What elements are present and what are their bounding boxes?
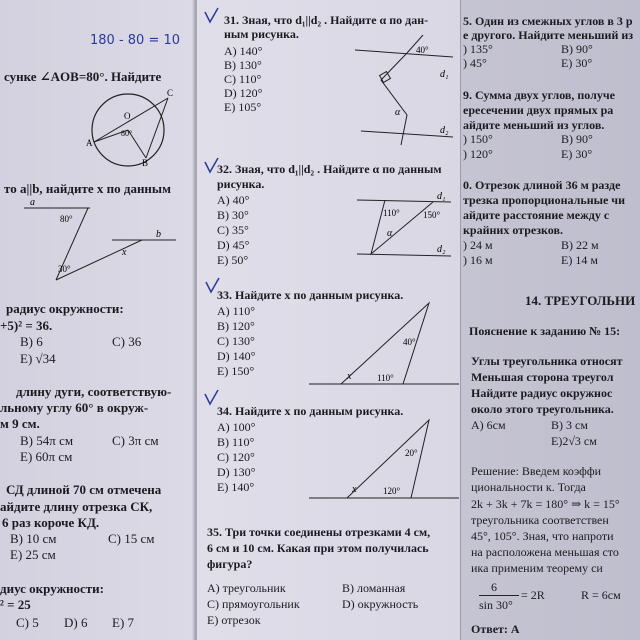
option: В) 3 см xyxy=(551,418,588,432)
q35-option: А) треугольник xyxy=(207,581,286,595)
option: ) 16 м xyxy=(463,253,493,267)
text-line: Пояснение к заданию № 15: xyxy=(469,324,621,338)
triangle xyxy=(341,303,429,384)
option: В) 22 м xyxy=(561,238,599,252)
q34-option: С) 120° xyxy=(217,450,255,464)
option: А) 6см xyxy=(471,418,506,432)
option: ) 120° xyxy=(463,147,493,161)
text-line: е другого. Найдите меньший из xyxy=(463,28,634,42)
option: ) 45° xyxy=(463,56,487,70)
q32-title: 32. Зная, что d₁||d₂ . Найдите α по данным xyxy=(217,162,442,176)
option: В) 90° xyxy=(561,132,593,146)
q34-figure xyxy=(197,412,463,512)
segment-bc xyxy=(146,98,168,158)
text-line: 0. Отрезок длиной 36 м разде xyxy=(463,178,621,192)
option: В) 54π см xyxy=(20,433,74,448)
q31-figure xyxy=(197,35,463,145)
text-line: Решение: Введем коэффи xyxy=(471,464,602,478)
q33-title: 33. Найдите x по данным рисунка. xyxy=(217,288,404,302)
q32-option: В) 30° xyxy=(217,208,249,222)
q35-option: D) окружность xyxy=(342,597,419,611)
text-line: на расположена меньшая сто xyxy=(471,545,619,559)
text-line: +5)² = 36. xyxy=(0,318,53,333)
option: В) 10 см xyxy=(10,531,57,546)
label-20: 20° xyxy=(405,448,418,458)
handwritten-note: 180 - 80 = 10 xyxy=(90,33,181,48)
q31-option: А) 140° xyxy=(224,44,263,58)
q35-title: 35. Три точки соединены отрезками 4 см, xyxy=(207,525,431,539)
text-line: треугольника соответствен xyxy=(471,513,609,527)
label-d2: d₂ xyxy=(440,125,449,136)
q35-option: Е) отрезок xyxy=(207,613,261,627)
text-line: СД длиной 70 см отмечена xyxy=(6,482,162,497)
circle-figure xyxy=(0,0,196,200)
answer: Ответ: А xyxy=(471,622,520,636)
label-120: 120° xyxy=(383,486,401,496)
text-line: сунке ∠AOB=80°. Найдите xyxy=(4,69,162,84)
right-page xyxy=(460,0,640,640)
q33-option: Е) 150° xyxy=(217,364,255,378)
q32-option: D) 45° xyxy=(217,238,250,252)
formula-result: R = 6см xyxy=(581,588,621,602)
text-line: циональности к. Тогда xyxy=(471,480,586,494)
q35-title-cont: фигура? xyxy=(207,557,253,571)
q33-option: С) 130° xyxy=(217,334,255,348)
label-110: 110° xyxy=(383,208,400,218)
label-alpha: α xyxy=(387,228,393,239)
q32-figure xyxy=(197,190,463,270)
label-150: 150° xyxy=(423,210,441,220)
q31-option: В) 130° xyxy=(224,58,262,72)
text-line: Углы треугольника относят xyxy=(471,354,623,368)
option: С) 15 см xyxy=(108,531,155,546)
option: В) 90° xyxy=(561,42,593,56)
text-line: ² = 25 xyxy=(0,597,31,612)
text-line: 6 раз короче КД. xyxy=(2,515,100,530)
text-line: радиус окружности: xyxy=(6,301,124,316)
option: Е) 30° xyxy=(561,56,593,70)
label-x: x xyxy=(352,484,357,495)
option: Е) 25 см xyxy=(10,547,56,562)
text-line: 2k + 3k + 7k = 180° ⇒ k = 15° xyxy=(471,497,620,511)
text-line: Меньшая сторона треугол xyxy=(471,370,614,384)
triangle xyxy=(371,200,433,254)
label-b: b xyxy=(156,229,161,240)
q34-title: 34. Найдите x по данным рисунка. xyxy=(217,404,404,418)
checkmark-icon xyxy=(202,8,222,28)
label-d1: d₁ xyxy=(440,69,449,80)
text-line: айдите расстояние между с xyxy=(463,208,610,222)
text-line: длину дуги, соответствую- xyxy=(16,384,172,399)
text-line: м 9 см. xyxy=(0,416,40,431)
q32-option: С) 35° xyxy=(217,223,249,237)
q35-option: В) ломанная xyxy=(342,581,406,595)
text-line: то a||b, найдите x по данным xyxy=(4,181,171,196)
option: Е) 30° xyxy=(561,147,593,161)
option: D) 6 xyxy=(64,615,88,630)
label-30: 30° xyxy=(58,264,71,274)
label-angle: 80° xyxy=(121,129,133,138)
label-d2: d₂ xyxy=(437,244,446,255)
label-80: 80° xyxy=(60,214,73,224)
q34-option: Е) 140° xyxy=(217,480,255,494)
formula: = 2R xyxy=(521,588,545,602)
q32-option: А) 40° xyxy=(217,193,250,207)
text-line: трезка пропорциональные чи xyxy=(463,193,625,207)
text-line: крайних отрезков. xyxy=(463,223,563,237)
left-page xyxy=(0,0,196,640)
transversal-2 xyxy=(56,240,142,280)
label-a: a xyxy=(30,197,35,208)
option: ) 135° xyxy=(463,42,493,56)
q34-option: А) 100° xyxy=(217,420,256,434)
text-line: айдите длину отрезка СК, xyxy=(0,499,153,514)
q32-title-cont: рисунка. xyxy=(217,177,265,191)
text-line: льному углу 60° в окруж- xyxy=(0,400,149,415)
option: ) 24 м xyxy=(463,238,493,252)
label-x: x xyxy=(347,371,352,382)
option: Е) 14 м xyxy=(561,253,598,267)
label-b: B xyxy=(142,158,149,168)
label-40: 40° xyxy=(416,45,429,55)
label-alpha: α xyxy=(395,107,401,118)
text-line: около этого треугольника. xyxy=(471,402,614,416)
option: С) 36 xyxy=(112,334,142,349)
fraction-numerator: 6 xyxy=(491,580,497,594)
q33-figure xyxy=(197,295,463,395)
option: Е) 7 xyxy=(112,615,135,630)
fraction-denominator: sin 30° xyxy=(479,598,513,612)
option: В) 6 xyxy=(20,334,43,349)
option: Е) 60π см xyxy=(20,449,73,464)
text-line: айдите меньший из углов. xyxy=(463,118,605,132)
option: С) 3π см xyxy=(112,433,159,448)
text-line: 5. Один из смежных углов в 3 р xyxy=(463,14,633,28)
option: С) 5 xyxy=(16,615,39,630)
label-40: 40° xyxy=(403,337,416,347)
label-x: x xyxy=(122,247,127,258)
fraction-bar xyxy=(479,595,519,596)
label-o: O xyxy=(124,111,131,121)
parallel-figure xyxy=(0,195,196,295)
text-line: ика применим теорему си xyxy=(471,561,603,575)
q33-option: В) 120° xyxy=(217,319,255,333)
q33-option: D) 140° xyxy=(217,349,256,363)
text-line: диус окружности: xyxy=(0,581,104,596)
center-page xyxy=(197,0,463,640)
q31-title-cont: ным рисунка. xyxy=(224,27,299,41)
label-110: 110° xyxy=(377,373,394,383)
q33-option: А) 110° xyxy=(217,304,256,318)
text-line: 45°, 105°. Зная, что напроти xyxy=(471,529,614,543)
q35-option: С) прямоугольник xyxy=(207,597,300,611)
q31-option: Е) 105° xyxy=(224,100,262,114)
q34-option: В) 110° xyxy=(217,435,255,449)
text-line: ересечении двух прямых ра xyxy=(463,103,614,117)
section-heading: 14. ТРЕУГОЛЬНИ xyxy=(525,293,636,308)
text-line: 9. Сумма двух углов, получе xyxy=(463,88,615,102)
option: ) 150° xyxy=(463,132,493,146)
text-line: Найдите радиус окружнос xyxy=(471,386,613,400)
q32-option: Е) 50° xyxy=(217,253,249,267)
option: Е)2√3 см xyxy=(551,434,597,448)
q31-option: D) 120° xyxy=(224,86,263,100)
q35-title-cont: 6 см и 10 см. Какая при этом получилась xyxy=(207,541,429,555)
q34-option: D) 130° xyxy=(217,465,256,479)
q31-option: С) 110° xyxy=(224,72,262,86)
label-a: A xyxy=(86,138,93,148)
label-d1: d₁ xyxy=(437,191,446,202)
option: Е) √34 xyxy=(20,351,56,366)
q31-title: 31. Зная, что d₁||d₂ . Найдите α по дан- xyxy=(224,13,429,27)
label-c: C xyxy=(167,88,174,98)
